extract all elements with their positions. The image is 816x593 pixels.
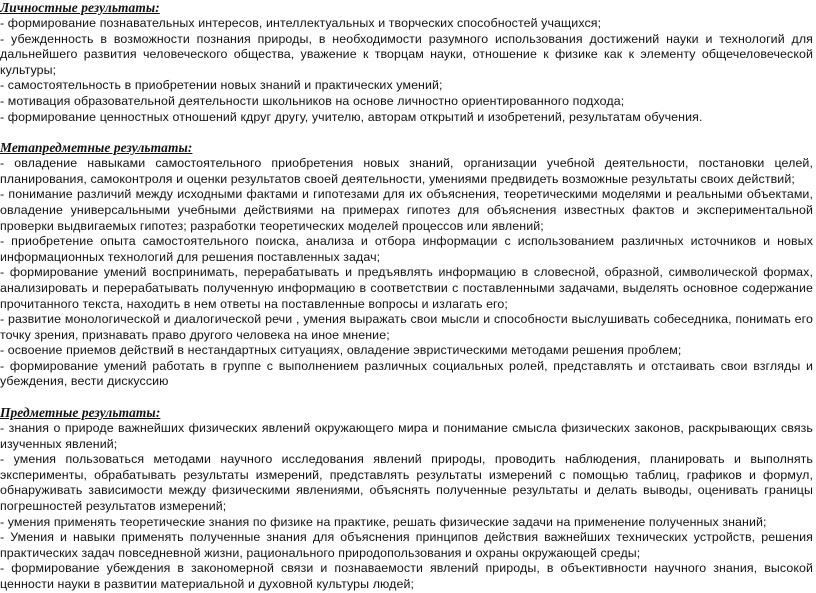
list-item: - убежденность в возможности познания природы, в необходимости разумного использования достижений науки и технологий для дальнейшего развития человеческого общества, уважение к творцам науки, отношение к физике как к элементу общечеловеческой культуры; [0,31,813,77]
list-item: - развитие монологической и диалогической речи , умения выражать свои мысли и способности выслушивать собеседника, понимать его точку зрения, признавать право другого человека на иное мнение; [0,312,813,342]
list-item: - овладение навыками самостоятельного приобретения новых знаний, организации учебной деятельности, постановки целей, планирования, самоконтроля и оценки результатов своей деятельности, умениями предвидеть возможные результаты своих действий; [0,156,813,186]
section-spacer [0,390,813,405]
section-title-subject: Предметные результаты: [0,405,161,421]
list-item: - освоение приемов действий в нестандартных ситуациях, овладение эвристическими методами решения проблем; [0,343,682,358]
section-personal-results [0,0,813,125]
section-metasubject-results [0,140,813,390]
list-item: - знания о природе важнейших физических явлений окружающего мира и понимание смысла физических законов, раскрывающих связь изученных явлений; [0,421,813,451]
list-item: - формирование убеждения в закономерной связи и познаваемости явлений природы, в объективности научного знания, высокой ценности науки в развитии материальной и духовной культуры людей; [0,561,813,591]
section-title-metasubject: Метапредметные результаты: [0,140,193,156]
list-item: - Умения и навыки применять полученные знания для объяснения принципов действия важнейших технических устройств, решения практических задач повседневной жизни, рационального природопользования и охраны окружающей среды; [0,530,813,560]
list-item: - понимание различий между исходными фактами и гипотезами для их объяснения, теоретическими моделями и реальными объектами, овладение универсальными учебными действиями на примерах гипотез для объяснения известных фактов и экспериментальной проверки выдвигаемых гипотез; разработки теоретических моделей процессов или явлений; [0,187,813,233]
list-item: - умения применять теоретические знания по физике на практике, решать физические задачи на применение полученных знаний; [0,514,767,529]
list-item: - умения пользоваться методами научного исследования явлений природы, проводить наблюдения, планировать и выполнять эксперименты, обрабатывать результаты измерений, представлять результаты измерений с помощью таблиц, графиков и формул, обнаруживать зависимости между физическими явлениями, объяснять полученные результаты и делать выводы, оценивать границы погрешностей результатов измерений; [0,452,813,514]
section-spacer [0,125,813,140]
list-item: - формирование умений работать в группе с выполнением различных социальных ролей, представлять и отстаивать свои взгляды и убеждения, вести дискуссию [0,358,813,389]
list-item: - мотивация образовательной деятельности школьников на основе личностно ориентированного подхода; [0,93,625,108]
list-item: - формирование умений воспринимать, перерабатывать и предъявлять информацию в словесной, образной, символической формах, анализировать и перерабатывать полученную информацию в соответствии с поставленными задачами, выделять основное содержание прочитанного текста, находить в нем ответы на поставленные вопросы и излагать его; [0,265,813,311]
section-title-personal: Личностные результаты: [0,0,160,15]
list-item: - приобретение опыта самостоятельного поиска, анализа и отбора информации с использованием различных источников и новых информационных технологий для решения поставленных задач; [0,234,813,264]
list-item: - формирование ценностных отношений кдруг другу, учителю, авторам открытий и изобретений, результатам обучения. [0,109,703,124]
section-subject-results [0,405,813,593]
list-item: - самостоятельность в приобретении новых знаний и практических умений; [0,78,443,93]
list-item: - формирование познавательных интересов, интеллектуальных и творческих способностей учащихся; [0,16,602,30]
